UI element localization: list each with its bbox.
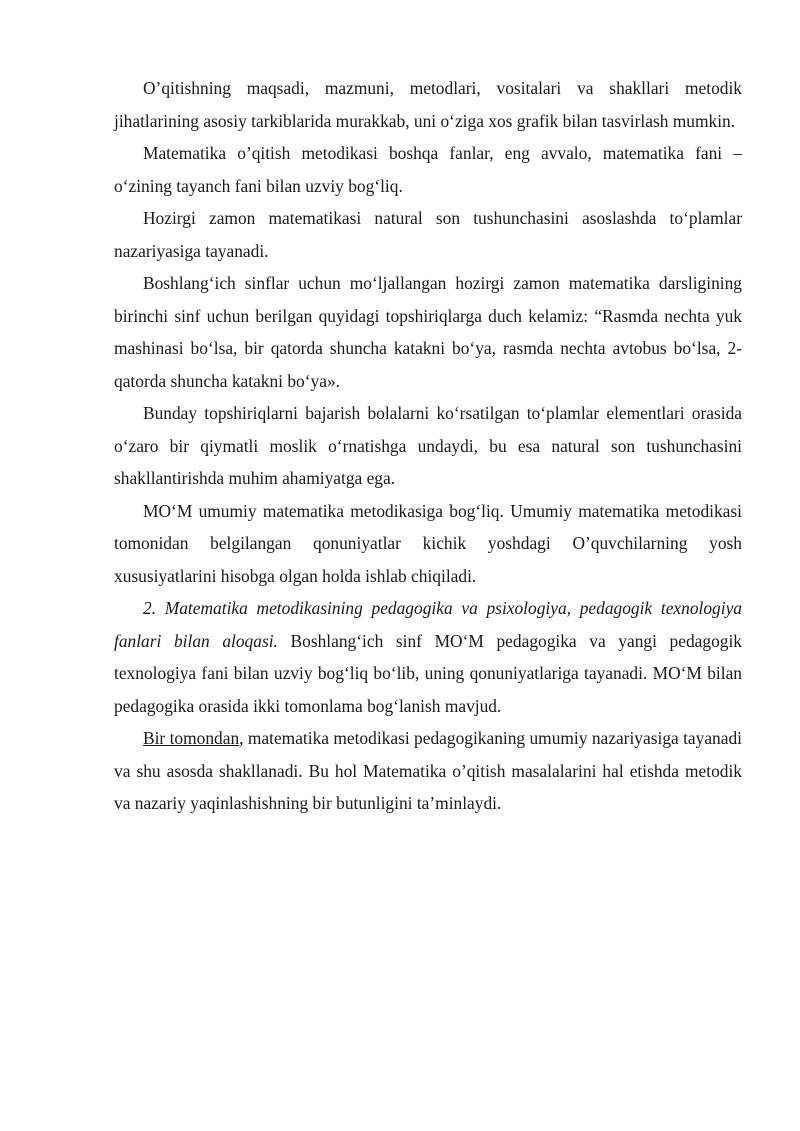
paragraph-8-body: , matematika metodikasi pedagogikaning umumiy nazariyasiga tayanadi va shu asosda shakllanadi. Bu hol Matematika o’qitish masalalarini hal etishda metodik va nazariy yaqinlashishning bir butunligini ta’minlaydi. bbox=[114, 728, 743, 813]
section-heading: 2. Matematika metodikasining pedagogika va psixologiya, pedagogik texnologiya fanlari bilan aloqasi. bbox=[114, 598, 742, 651]
paragraph-4: Boshlang‘ich sinflar uchun mo‘ljallangan hozirgi zamon matematika darsligining birinchi sinf uchun berilgan quyidagi topshiriqlarga duch kelamiz: “Rasmda nechta yuk mashinasi bo‘lsa, bir qatorda shuncha katakni bo‘ya, rasmda nechta avtobus bo‘lsa, 2-qatorda shuncha katakni bo‘ya». bbox=[114, 273, 742, 391]
paragraph-6: MO‘M umumiy matematika metodikasiga bog‘liq. Umumiy matematika metodikasi tomonidan belgilangan qonuniyatlar kichik yoshdagi O’quvchilarning yosh xususiyatlarini hisobga olgan holda ishlab chiqiladi. bbox=[114, 500, 742, 586]
paragraph-5: Bunday topshiriqlarni bajarish bolalarni ko‘rsatilgan to‘plamlar elementlari orasida o‘zaro bir qiymatli moslik o‘rnatishga undaydi, bu esa natural son tushunchasini shakllantirishda muhim ahamiyatga ega. bbox=[114, 403, 742, 488]
paragraph-8 bbox=[114, 722, 742, 820]
document-page bbox=[114, 72, 742, 820]
paragraph-7-body: Boshlang‘ich sinf MO‘M pedagogika va yangi pedagogik texnologiya fani bilan uzviy bog‘liq bo‘lib, uning qonuniyatlariga tayanadi. MO‘M bilan pedagogika orasida ikki tomonlama bog‘lanish mavjud. bbox=[114, 630, 742, 716]
paragraph-3: Hozirgi zamon matematikasi natural son tushunchasini asoslashda to‘plamlar nazariyasiga tayanadi. bbox=[114, 208, 742, 261]
paragraph-7 bbox=[114, 592, 742, 722]
paragraph-1: O’qitishning maqsadi, mazmuni, metodlari, vositalari va shakllari metodik jihatlarining asosiy tarkiblarida murakkab, uni o‘ziga xos grafik bilan tasvirlash mumkin. bbox=[114, 78, 742, 131]
underlined-phrase: Bir tomondan bbox=[143, 728, 240, 748]
paragraph-2: Matematika o’qitish metodikasi boshqa fanlar, eng avvalo, matematika fani – o‘zining tayanch fani bilan uzviy bog‘liq. bbox=[114, 143, 742, 196]
